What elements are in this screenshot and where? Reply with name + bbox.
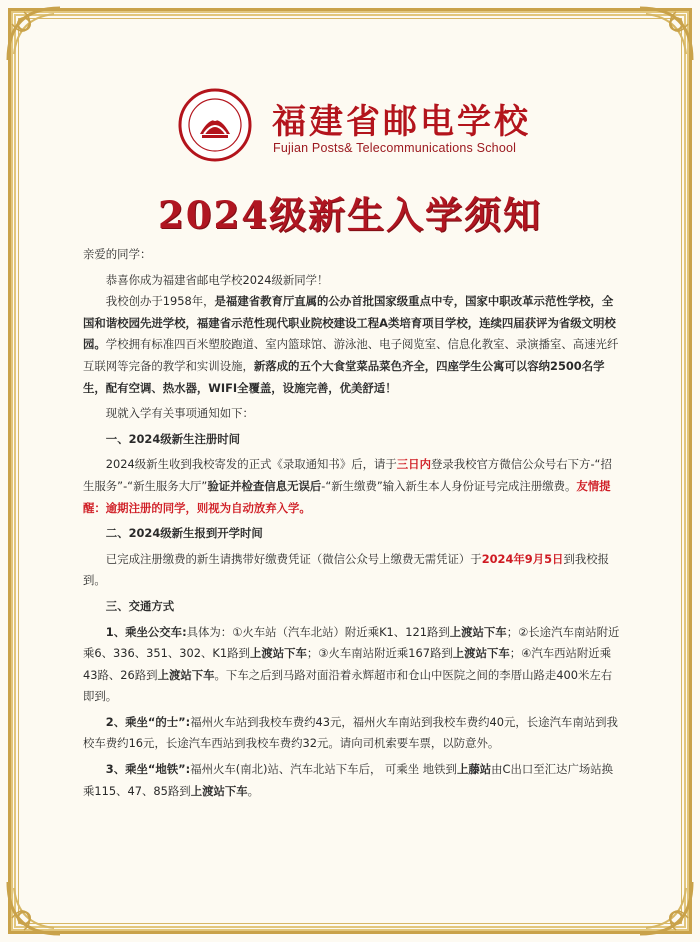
- section-1-heading-text: 一、2024级新生注册时间: [105, 431, 241, 446]
- school-name-english: Fujian Posts& Telecommunications School: [273, 141, 517, 155]
- s2-date: 2024年9月5日: [481, 551, 564, 566]
- page-header: [0, 88, 700, 168]
- metro-text: 由C出口至汇达广场站换乘115、47、85路到: [83, 762, 614, 798]
- metro-paragraph: [83, 759, 623, 802]
- intro-bold: 新落成的五个大食堂菜品菜色齐全，四座学生公寓可以容纳2500名学生，配有空调、热水器，WIFI全覆盖，设施完善，优美舒适！: [83, 358, 605, 395]
- intro-text: 学校拥有标准四百米塑胶跑道、室内篮球馆、游泳池、电子阅览室、信息化教室、录演播室、高速光纤互联网等完备的教学和实训设施，: [83, 337, 619, 373]
- section-2-heading: [83, 523, 623, 545]
- intro-paragraph: [83, 291, 623, 399]
- corner-ornament-icon: [636, 878, 696, 938]
- school-emblem-icon: [178, 88, 252, 162]
- s1-reminder: 友情提醒：逾期注册的同学，则视为自动放弃入学。: [83, 478, 611, 515]
- bus-stop: 上渡站下车: [452, 646, 510, 661]
- intro-text: 我校创办于1958年，: [105, 294, 215, 309]
- section-1-paragraph: [83, 454, 623, 519]
- metro-label: 3、乘坐“地铁”:: [105, 762, 191, 777]
- s1-text: 2024级新生收到我校寄发的正式《录取通知书》后，请于: [105, 457, 397, 472]
- s2-text: 已完成注册缴费的新生请携带好缴费凭证（微信公众号上缴费无需凭证）于: [105, 551, 482, 566]
- bus-text: 具体为：①火车站（汽车北站）附近乘K1、121路到: [186, 624, 450, 639]
- s2-text: 到我校报到。: [83, 551, 610, 588]
- corner-ornament-icon: [4, 878, 64, 938]
- taxi-label: 2、乘坐“的士”:: [105, 714, 191, 729]
- notice-lead: 现就入学有关事项通知如下：: [105, 406, 254, 421]
- bus-text: ；④汽车西站附近乘43路、26路到: [83, 646, 612, 682]
- bus-stop: 上渡站下车: [157, 667, 215, 682]
- congrats-paragraph: 恭喜你成为福建省邮电学校2024级新同学！: [105, 272, 329, 287]
- bus-text: ；②长途汽车南站附近乘6、336、351、302、K1路到: [83, 624, 620, 661]
- section-1-heading: [83, 429, 623, 451]
- taxi-text: 福州火车站到我校车费约43元，福州火车南站到我校车费约40元，长途汽车南站到我校车费约16元，长途汽车西站到我校车费约32元。请向司机索要车票，以防意外。: [83, 714, 618, 751]
- bus-text: ；③火车南站附近乘167路到: [306, 646, 453, 661]
- bus-label: 1、乘坐公交车:: [105, 624, 187, 639]
- salutation: 亲爱的同学：: [83, 247, 152, 261]
- metro-stop: 上渡站下车: [190, 783, 248, 798]
- s1-text: 登录我校官方微信公众号右下方-“招生服务”-“新生服务大厅”: [83, 457, 612, 493]
- section-2-heading-text: 二、2024级新生报到开学时间: [105, 526, 263, 541]
- section-3-heading: [83, 596, 623, 618]
- bus-paragraph: [83, 622, 623, 708]
- page-title: 2024级新生入学须知: [158, 193, 542, 237]
- taxi-paragraph: [83, 712, 623, 755]
- notice-body: [83, 244, 623, 802]
- metro-text: 福州火车(南北)站、汽车北站下车后， 可乘坐 地铁到: [190, 762, 457, 777]
- s1-bold: 验证并检查信息无误后: [207, 478, 322, 493]
- corner-ornament-icon: [636, 4, 696, 64]
- section-3-heading-text: 三、交通方式: [105, 598, 175, 613]
- corner-ornament-icon: [4, 4, 64, 64]
- s1-deadline: 三日内: [396, 457, 431, 472]
- metro-text: 。: [247, 783, 260, 798]
- bus-stop: 上渡站下车: [249, 646, 307, 661]
- school-name-chinese: 福建省邮电学校: [272, 102, 531, 142]
- section-2-paragraph: [83, 549, 623, 592]
- bus-stop: 上渡站下车: [449, 624, 507, 639]
- bus-text: 。下车之后到马路对面沿着永辉超市和仓山中医院之间的李厝山路走400米左右即到。: [83, 667, 613, 704]
- s1-text: -“新生缴费”输入新生本人身份证号完成注册缴费。: [321, 478, 577, 493]
- metro-stop: 上藤站: [456, 762, 492, 777]
- intro-bold: 是福建省教育厅直属的公办首批国家级重点中专，国家中职改革示范性学校，全国和谐校园先进学校，福建省示范性现代职业院校建设工程A类培育项目学校，连续四届获评为省级文明校园。: [83, 294, 616, 352]
